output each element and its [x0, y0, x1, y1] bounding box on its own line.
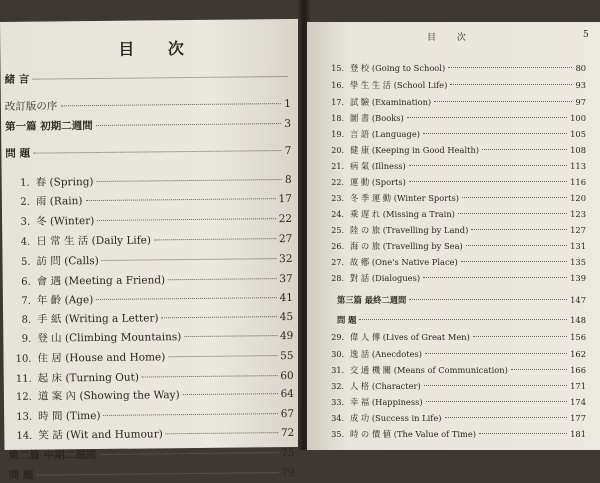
toc-title: 目 次 — [118, 38, 198, 59]
toc-entry-page: 148 — [570, 315, 586, 325]
toc-entry-title: 笑 話 (Wit and Humour) — [38, 428, 163, 442]
toc-entry — [329, 396, 586, 409]
dot-leader — [96, 297, 276, 300]
toc-entry-number: 32. — [331, 382, 344, 391]
toc-entry-page: 79 — [281, 466, 295, 480]
toc-entry — [329, 224, 586, 237]
toc-entry-number: 8. — [21, 314, 32, 326]
dot-leader — [359, 319, 567, 320]
toc-entry-page: 100 — [570, 113, 586, 123]
dot-leader — [104, 413, 278, 416]
toc-entry-number: 4. — [20, 236, 31, 248]
dot-leader — [60, 103, 281, 106]
toc-entry-page: 156 — [570, 332, 586, 342]
toc-entry-title: 逸 話 (Anecdotes) — [350, 349, 423, 359]
toc-entry-page: 120 — [570, 193, 586, 203]
page-number: 5 — [583, 30, 589, 40]
toc-entry — [329, 176, 586, 189]
dot-leader — [409, 299, 567, 300]
dot-leader — [96, 179, 282, 182]
toc-entry-title: 起 床 (Turning Out) — [37, 371, 139, 385]
toc-entry-page: 1 — [284, 97, 291, 111]
toc-entry — [329, 144, 586, 157]
dot-leader — [168, 355, 277, 357]
right-page — [307, 22, 600, 450]
dot-leader — [423, 277, 567, 278]
toc-entry — [329, 380, 586, 393]
toc-entry-number: 15. — [331, 64, 344, 73]
dot-leader — [450, 84, 572, 85]
toc-entry-page: 55 — [280, 349, 294, 363]
dot-leader — [85, 198, 275, 201]
toc-entry — [10, 368, 294, 384]
toc-entry-number: 12. — [15, 391, 32, 403]
toc-entry-page: 166 — [570, 365, 586, 375]
toc-entry-title: 道 案 內 (Showing the Way) — [37, 389, 180, 403]
dot-leader — [423, 133, 567, 134]
toc-entry — [8, 172, 292, 188]
toc-entry-title: 交 通 機 關 (Means of Communication) — [350, 365, 508, 375]
toc-entry-page: 147 — [570, 295, 586, 305]
toc-entry-number: 2. — [20, 196, 30, 208]
toc-entry — [329, 208, 586, 221]
toc-entry-number: 3. — [20, 216, 31, 228]
toc-entry-page: 49 — [279, 329, 294, 343]
toc-entry-page: 75 — [281, 446, 295, 460]
toc-part-heading — [8, 445, 294, 461]
toc-entry — [329, 364, 586, 377]
toc-entry — [5, 96, 291, 112]
dot-leader — [97, 218, 275, 221]
toc-entry-title: 病 氣 (Illness) — [350, 161, 406, 171]
toc-entry-page: 105 — [570, 129, 586, 139]
dot-leader — [184, 335, 277, 337]
toc-entry-number: 34. — [331, 414, 344, 423]
toc-entry-number: 1. — [20, 177, 30, 189]
toc-entry-page: 8 — [284, 173, 292, 187]
toc-entry-title: 緒 言 — [4, 73, 30, 86]
toc-entry — [329, 428, 586, 441]
dot-leader — [32, 76, 287, 80]
toc-entry-title: 訪 問 (Calls) — [36, 254, 99, 268]
dot-leader — [33, 150, 282, 154]
toc-entry-number: 17. — [331, 98, 344, 107]
toc-entry-number: 27. — [331, 258, 344, 267]
toc-entry-number: 29. — [331, 333, 344, 342]
toc-entry-number: 24. — [331, 210, 344, 219]
dot-leader — [445, 417, 568, 418]
toc-entry-title: 海 の 旅 (Travelling by Sea) — [350, 241, 463, 251]
dot-leader — [409, 165, 567, 166]
toc-entry-title: 雨 (Rain) — [35, 195, 83, 208]
toc-entry-number: 10. — [15, 353, 32, 365]
toc-entry — [329, 62, 586, 75]
toc-entry-page: 17 — [278, 192, 292, 206]
toc-entry-page: 7 — [284, 144, 292, 158]
toc-entry — [10, 425, 294, 441]
toc-entry-page: 60 — [280, 369, 294, 383]
toc-entry-page: 131 — [570, 241, 586, 251]
toc-entry-title: 故 鄕 (One's Native Place) — [350, 257, 458, 267]
toc-entry — [329, 348, 586, 361]
toc-entry-title: 改訂版の序 — [4, 100, 58, 113]
toc-entry-number: 11. — [15, 373, 32, 385]
toc-entry-number: 21. — [331, 162, 344, 171]
toc-entry-title: 時 間 (Time) — [38, 409, 101, 423]
toc-entry-title: 人 格 (Character) — [350, 381, 421, 391]
left-page — [0, 19, 304, 482]
toc-entry-title: 幸 福 (Happiness) — [350, 397, 423, 407]
dot-leader — [99, 452, 278, 455]
toc-entry-title: 冬 季 運 動 (Winter Sports) — [350, 193, 459, 203]
toc-entry-number: 35. — [331, 430, 344, 439]
toc-section-heading — [5, 69, 291, 85]
toc-entry-page: 64 — [280, 387, 294, 401]
toc-entry-title: 圖 書 (Books) — [350, 113, 404, 123]
dot-leader — [424, 385, 567, 386]
toc-entry-number: 26. — [331, 242, 344, 251]
toc-entry-page: 41 — [279, 291, 293, 305]
toc-entry — [9, 328, 293, 344]
toc-entry-page: 93 — [575, 80, 586, 90]
dot-leader — [462, 197, 567, 198]
toc-entry-page: 135 — [570, 257, 586, 267]
toc-entry — [10, 406, 294, 422]
toc-entry-title: 時 の 價 値 (The Value of Time) — [350, 429, 477, 439]
dot-leader — [473, 336, 567, 337]
toc-section-heading — [9, 465, 295, 481]
toc-entry-page: 177 — [570, 413, 586, 423]
toc-entry-title: 健 康 (Keeping in Good Health) — [350, 145, 480, 155]
toc-entry — [10, 386, 294, 402]
toc-entry-title: 冬 (Winter) — [36, 215, 95, 228]
dot-leader — [166, 432, 278, 434]
toc-entry-number: 19. — [331, 130, 344, 139]
toc-entry-page: 37 — [279, 272, 293, 286]
toc-entry — [329, 79, 586, 92]
toc-entry-number: 13. — [16, 411, 33, 423]
toc-entry-number: 30. — [331, 350, 344, 359]
toc-entry-title: 偉 人 傳 (Lives of Great Men) — [350, 332, 470, 342]
toc-entry-title: 年 齡 (Age) — [36, 294, 94, 307]
toc-entry — [8, 191, 292, 207]
toc-entry-title: 春 (Spring) — [35, 176, 94, 189]
toc-entry — [329, 412, 586, 425]
toc-entry — [329, 160, 586, 173]
toc-entry-number: 16. — [331, 81, 344, 90]
dot-leader — [425, 353, 567, 354]
dot-leader — [154, 238, 276, 240]
toc-part-heading — [5, 116, 291, 132]
toc-entry — [329, 256, 586, 269]
toc-entry — [329, 128, 586, 141]
toc-entry-number: 5. — [20, 256, 31, 268]
toc-entry-title: 問 題 — [8, 469, 34, 482]
dot-leader — [461, 261, 567, 262]
toc-entry-title: 第二篇 中期二週間 — [8, 449, 97, 462]
toc-entry — [8, 231, 292, 247]
toc-entry-page: 108 — [570, 145, 586, 155]
toc-entry-title: 住 居 (House and Home) — [37, 351, 166, 365]
toc-section-heading — [337, 314, 586, 327]
dot-leader — [482, 149, 567, 150]
toc-entry — [9, 348, 293, 364]
toc-entry-title: 第三篇 最終二週間 — [337, 295, 407, 305]
toc-entry-title: 登 山 (Climbing Mountains) — [37, 331, 182, 345]
toc-entry-page: 181 — [570, 429, 586, 439]
toc-entry — [329, 96, 586, 109]
dot-leader — [434, 101, 572, 102]
dot-leader — [96, 123, 282, 126]
toc-entry-title: 第一篇 初期二週間 — [5, 120, 93, 133]
toc-entry — [329, 272, 586, 285]
toc-entry — [329, 240, 586, 253]
toc-entry-page: 162 — [570, 349, 586, 359]
toc-entry-page: 72 — [280, 426, 295, 440]
dot-leader — [426, 401, 568, 402]
dot-leader — [36, 472, 278, 476]
toc-section-heading — [5, 143, 291, 159]
toc-entry-number: 9. — [21, 333, 32, 345]
toc-entry-title: 學 生 生 活 (School Life) — [350, 80, 448, 90]
toc-entry-number: 23. — [331, 194, 344, 203]
toc-entry-number: 7. — [21, 295, 31, 307]
dot-leader — [409, 181, 567, 182]
toc-entry-number: 20. — [331, 146, 344, 155]
dot-leader — [142, 375, 277, 377]
toc-entry-title: 對 話 (Dialogues) — [350, 273, 421, 283]
dot-leader — [448, 67, 572, 68]
toc-entry — [9, 309, 293, 325]
toc-entry-title: 乘 遅 れ (Missing a Train) — [350, 209, 455, 219]
toc-entry-page: 127 — [570, 225, 586, 235]
toc-entry-title: 運 動 (Sports) — [350, 177, 406, 187]
toc-entry-number: 14. — [16, 430, 33, 442]
dot-leader — [511, 369, 567, 370]
toc-entry-page: 3 — [284, 117, 292, 131]
toc-entry-title: 問 題 — [5, 147, 31, 160]
toc-entry-number: 33. — [331, 398, 344, 407]
toc-entry-page: 45 — [279, 310, 294, 324]
toc-entry — [329, 331, 586, 344]
dot-leader — [458, 213, 567, 214]
dot-leader — [162, 316, 277, 318]
toc-entry-title: 成 功 (Success in Life) — [350, 413, 442, 423]
toc-entry-number: 31. — [331, 366, 344, 375]
toc-entry — [329, 192, 586, 205]
toc-entry-page: 139 — [570, 273, 586, 283]
toc-entry-title: 日 常 生 活 (Daily Life) — [36, 234, 151, 248]
dot-leader — [466, 245, 567, 246]
toc-entry-page: 67 — [280, 407, 295, 421]
toc-entry-page: 97 — [575, 97, 586, 107]
toc-entry-page: 123 — [570, 209, 586, 219]
toc-entry-page: 32 — [279, 252, 293, 266]
dot-leader — [102, 258, 276, 261]
toc-entry-page: 22 — [278, 212, 293, 226]
dot-leader — [471, 229, 567, 230]
toc-entry-title: 登 校 (Going to School) — [350, 63, 446, 73]
toc-entry — [9, 290, 293, 306]
toc-entry-title: 試 驗 (Examination) — [350, 97, 432, 107]
toc-entry-number: 28. — [331, 274, 344, 283]
toc-entry-number: 18. — [331, 114, 344, 123]
running-head: 目 次 — [427, 33, 475, 43]
toc-entry — [8, 251, 292, 267]
toc-entry-title: 言 語 (Language) — [350, 129, 420, 139]
toc-entry-page: 27 — [278, 232, 293, 246]
toc-entry — [9, 271, 293, 287]
toc-entry-page: 116 — [570, 177, 586, 187]
toc-entry-page: 171 — [570, 381, 586, 391]
toc-entry-page: 174 — [570, 397, 586, 407]
dot-leader — [479, 433, 567, 434]
toc-entry-title: 問 題 — [337, 315, 357, 325]
toc-part-heading — [337, 294, 586, 307]
toc-entry — [8, 211, 292, 227]
dot-leader — [168, 278, 276, 280]
toc-entry-number: 25. — [331, 226, 344, 235]
dot-leader — [407, 117, 567, 118]
toc-entry-title: 陸 の 旅 (Travelling by Land) — [350, 225, 469, 235]
toc-entry-page: 80 — [575, 63, 586, 73]
dot-leader — [183, 393, 278, 395]
toc-entry-number: 22. — [331, 178, 344, 187]
toc-entry — [329, 112, 586, 125]
toc-entry-title: 會 遇 (Meeting a Friend) — [36, 274, 166, 288]
toc-entry-page: 113 — [570, 161, 586, 171]
toc-entry-title: 手 紙 (Writing a Letter) — [37, 312, 159, 326]
toc-entry-number: 6. — [21, 276, 31, 288]
